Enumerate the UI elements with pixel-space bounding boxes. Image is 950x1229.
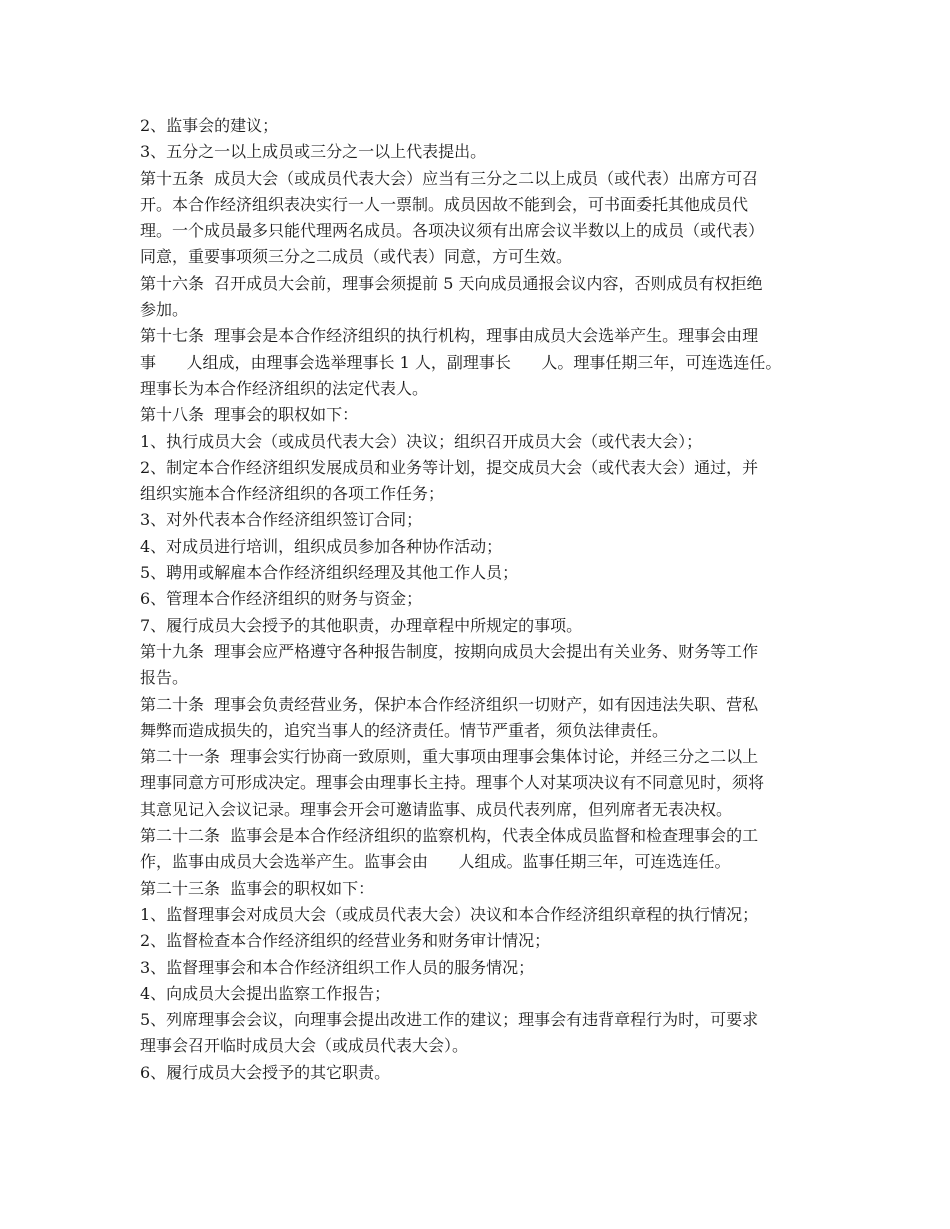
text-line: 理事长为本合作经济组织的法定代表人。: [140, 378, 429, 398]
text-line: 理事会召开临时成员大会（或成员代表大会）。: [140, 1036, 469, 1056]
text-line: 3、五分之一以上成员或三分之一以上代表提出。: [140, 142, 487, 162]
text-line: 报告。: [140, 668, 189, 688]
article-23-line: 第二十三条 监事会的职权如下：: [140, 878, 375, 898]
text-line: 其意见记入会议记录。理事会开会可邀请监事、成员代表列席，但列席者无表决权。: [140, 799, 733, 819]
text-line: 舞弊而造成损失的，追究当事人的经济责任。情节严重者，须负法律责任。: [140, 720, 669, 740]
text-line: 参加。: [140, 300, 189, 320]
list-item: 7、履行成员大会授予的其他职责，办理章程中所规定的事项。: [140, 615, 583, 635]
article-21-line: 第二十一条 理事会实行协商一致原则，重大事项由理事会集体讨论，并经三分之二以上: [140, 747, 759, 767]
text-line: 理。一个成员最多只能代理两名成员。各项决议须有出席会议半数以上的成员（或代表）: [140, 221, 765, 241]
article-17-line: 第十七条 理事会是本合作经济组织的执行机构，理事由成员大会选举产生。理事会由理: [140, 326, 759, 346]
list-item: 1、监督理事会对成员大会（或成员代表大会）决议和本合作经济组织章程的执行情况；: [140, 904, 759, 924]
list-item: 2、制定本合作经济组织发展成员和业务等计划，提交成员大会（或代表大会）通过，并: [140, 457, 759, 477]
text-line: 组织实施本合作经济组织的各项工作任务；: [140, 484, 445, 504]
article-20-line: 第二十条 理事会负责经营业务，保护本合作经济组织一切财产，如有因违法失职、营私: [140, 694, 759, 714]
article-19-line: 第十九条 理事会应严格遵守各种报告制度，按期向成员大会提出有关业务、财务等工作: [140, 641, 759, 661]
list-item: 6、履行成员大会授予的其它职责。: [140, 1062, 391, 1082]
article-16-line: 第十六条 召开成员大会前，理事会须提前 5 天向成员通报会议内容，否则成员有权拒绝: [140, 273, 763, 293]
article-15-line: 第十五条 成员大会（或成员代表大会）应当有三分之二以上成员（或代表）出席方可召: [140, 168, 759, 188]
list-item: 5、聘用或解雇本合作经济组织经理及其他工作人员；: [140, 563, 519, 583]
list-item: 6、管理本合作经济组织的财务与资金；: [140, 589, 423, 609]
text-line: 2、监事会的建议；: [140, 116, 279, 135]
text-line: 事 人组成，由理事会选举理事长 1 人，副理事长 人。理事任期三年，可连选连任。: [140, 352, 782, 372]
list-item: 3、监督理事会和本合作经济组织工作人员的服务情况；: [140, 957, 535, 977]
list-item: 3、对外代表本合作经济组织签订合同；: [140, 510, 423, 530]
text-line: 作，监事由成员大会选举产生。监事会由 人组成。监事任期三年，可连选连任。: [140, 852, 731, 872]
list-item: 2、监督检查本合作经济组织的经营业务和财务审计情况；: [140, 931, 551, 951]
text-line: 开。本合作经济组织表决实行一人一票制。成员因故不能到会，可书面委托其他成员代: [140, 194, 749, 214]
article-18-line: 第十八条 理事会的职权如下：: [140, 405, 359, 425]
article-22-line: 第二十二条 监事会是本合作经济组织的监察机构，代表全体成员监督和检查理事会的工: [140, 826, 759, 846]
text-line: 同意，重要事项须三分之二成员（或代表）同意，方可生效。: [140, 247, 573, 267]
document-body: [140, 113, 820, 1086]
list-item: 5、列席理事会会议，向理事会提出改进工作的建议；理事会有违背章程行为时，可要求: [140, 1010, 759, 1030]
list-item: 1、执行成员大会（或成员代表大会）决议；组织召开成员大会（或代表大会）；: [140, 431, 703, 451]
list-item: 4、对成员进行培训，组织成员参加各种协作活动；: [140, 536, 503, 556]
text-line: 理事同意方可形成决定。理事会由理事长主持。理事个人对某项决议有不同意见时，须将: [140, 773, 765, 793]
list-item: 4、向成员大会提出监察工作报告；: [140, 983, 391, 1003]
